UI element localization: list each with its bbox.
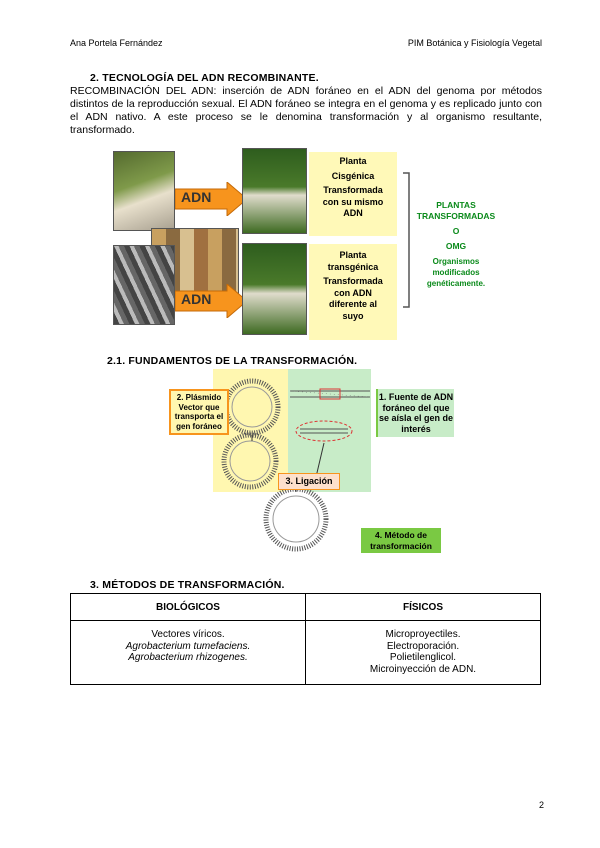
- physical-item: Microproyectiles.: [385, 629, 461, 640]
- box-cisgenic-line2: Cisgénica: [331, 170, 375, 181]
- result-omg: OMG: [445, 241, 467, 251]
- table-header-row: [71, 594, 541, 621]
- label-ligation: 3. Ligación: [278, 473, 340, 490]
- section2-paragraph: RECOMBINACIÓN DEL ADN: inserción de ADN foráneo en el ADN del genoma por métodos distintos de la reproducción sexual. El ADN foráneo se integra en el genoma y es replicado junto con el ADN nativo. A este proceso se le denomina transformación y al organismo resultante, transformado.: [70, 85, 542, 136]
- label-plasmid-vector: 2. Plásmido Vector que transporta el gen foráneo: [169, 389, 229, 435]
- arrow-top-label: ADN: [181, 189, 212, 205]
- cell-biological: [71, 621, 306, 685]
- box-transgenic: [309, 244, 397, 340]
- section2-heading: 2. TECNOLOGÍA DEL ADN RECOMBINANTE.: [90, 72, 319, 84]
- figure-transformed-plants: [113, 148, 513, 338]
- section3-heading: 3. MÉTODOS DE TRANSFORMACIÓN.: [90, 579, 285, 591]
- result-title: PLANTAS TRANSFORMADAS: [416, 200, 496, 221]
- figure-transformation-fundamentals: [164, 369, 454, 559]
- physical-item: Electroporación.: [386, 640, 460, 652]
- box-transgenic-line2: Transformada con ADN diferente al suyo: [323, 276, 383, 321]
- box-cisgenic-line3: Transformada con su mismo ADN: [322, 185, 384, 218]
- beet-photo: [113, 151, 175, 231]
- header-author: Ana Portela Fernández: [70, 38, 163, 48]
- page-number: 2: [538, 800, 544, 810]
- header-physical: FÍSICOS: [306, 594, 541, 621]
- field-photo-bottom: [242, 243, 307, 335]
- methods-table: [70, 593, 541, 685]
- label-dna-source: 1. Fuente de ADN foráneo del que se aísla el gen de interés: [376, 389, 454, 437]
- result-desc: Organismos modificados genéticamente.: [426, 257, 486, 288]
- arrow-bottom-label: ADN: [181, 291, 212, 307]
- table-row: [71, 621, 541, 685]
- cell-physical: [306, 621, 541, 685]
- box-transgenic-line1: Planta transgénica: [327, 250, 379, 272]
- biological-item: Agrobacterium tumefaciens.: [125, 640, 251, 652]
- box-cisgenic: [309, 152, 397, 236]
- biological-item: Agrobacterium rhizogenes.: [128, 652, 248, 663]
- biological-item: Vectores víricos.: [151, 629, 225, 640]
- result-block: [411, 200, 501, 289]
- physical-item: Polietilenglicol.: [389, 652, 457, 663]
- section21-heading: 2.1. FUNDAMENTOS DE LA TRANSFORMACIÓN.: [107, 355, 358, 367]
- header-course: PIM Botánica y Fisiología Vegetal: [407, 38, 542, 48]
- box-cisgenic-line1: Planta: [339, 156, 367, 166]
- field-photo-top: [242, 148, 307, 234]
- physical-item: Microinyección de ADN.: [369, 663, 477, 675]
- label-transformation-method: 4. Método de transformación: [361, 528, 441, 553]
- result-or: O: [452, 226, 460, 236]
- header-biological: BIOLÓGICOS: [71, 594, 306, 621]
- bacteria-photo: [113, 245, 175, 325]
